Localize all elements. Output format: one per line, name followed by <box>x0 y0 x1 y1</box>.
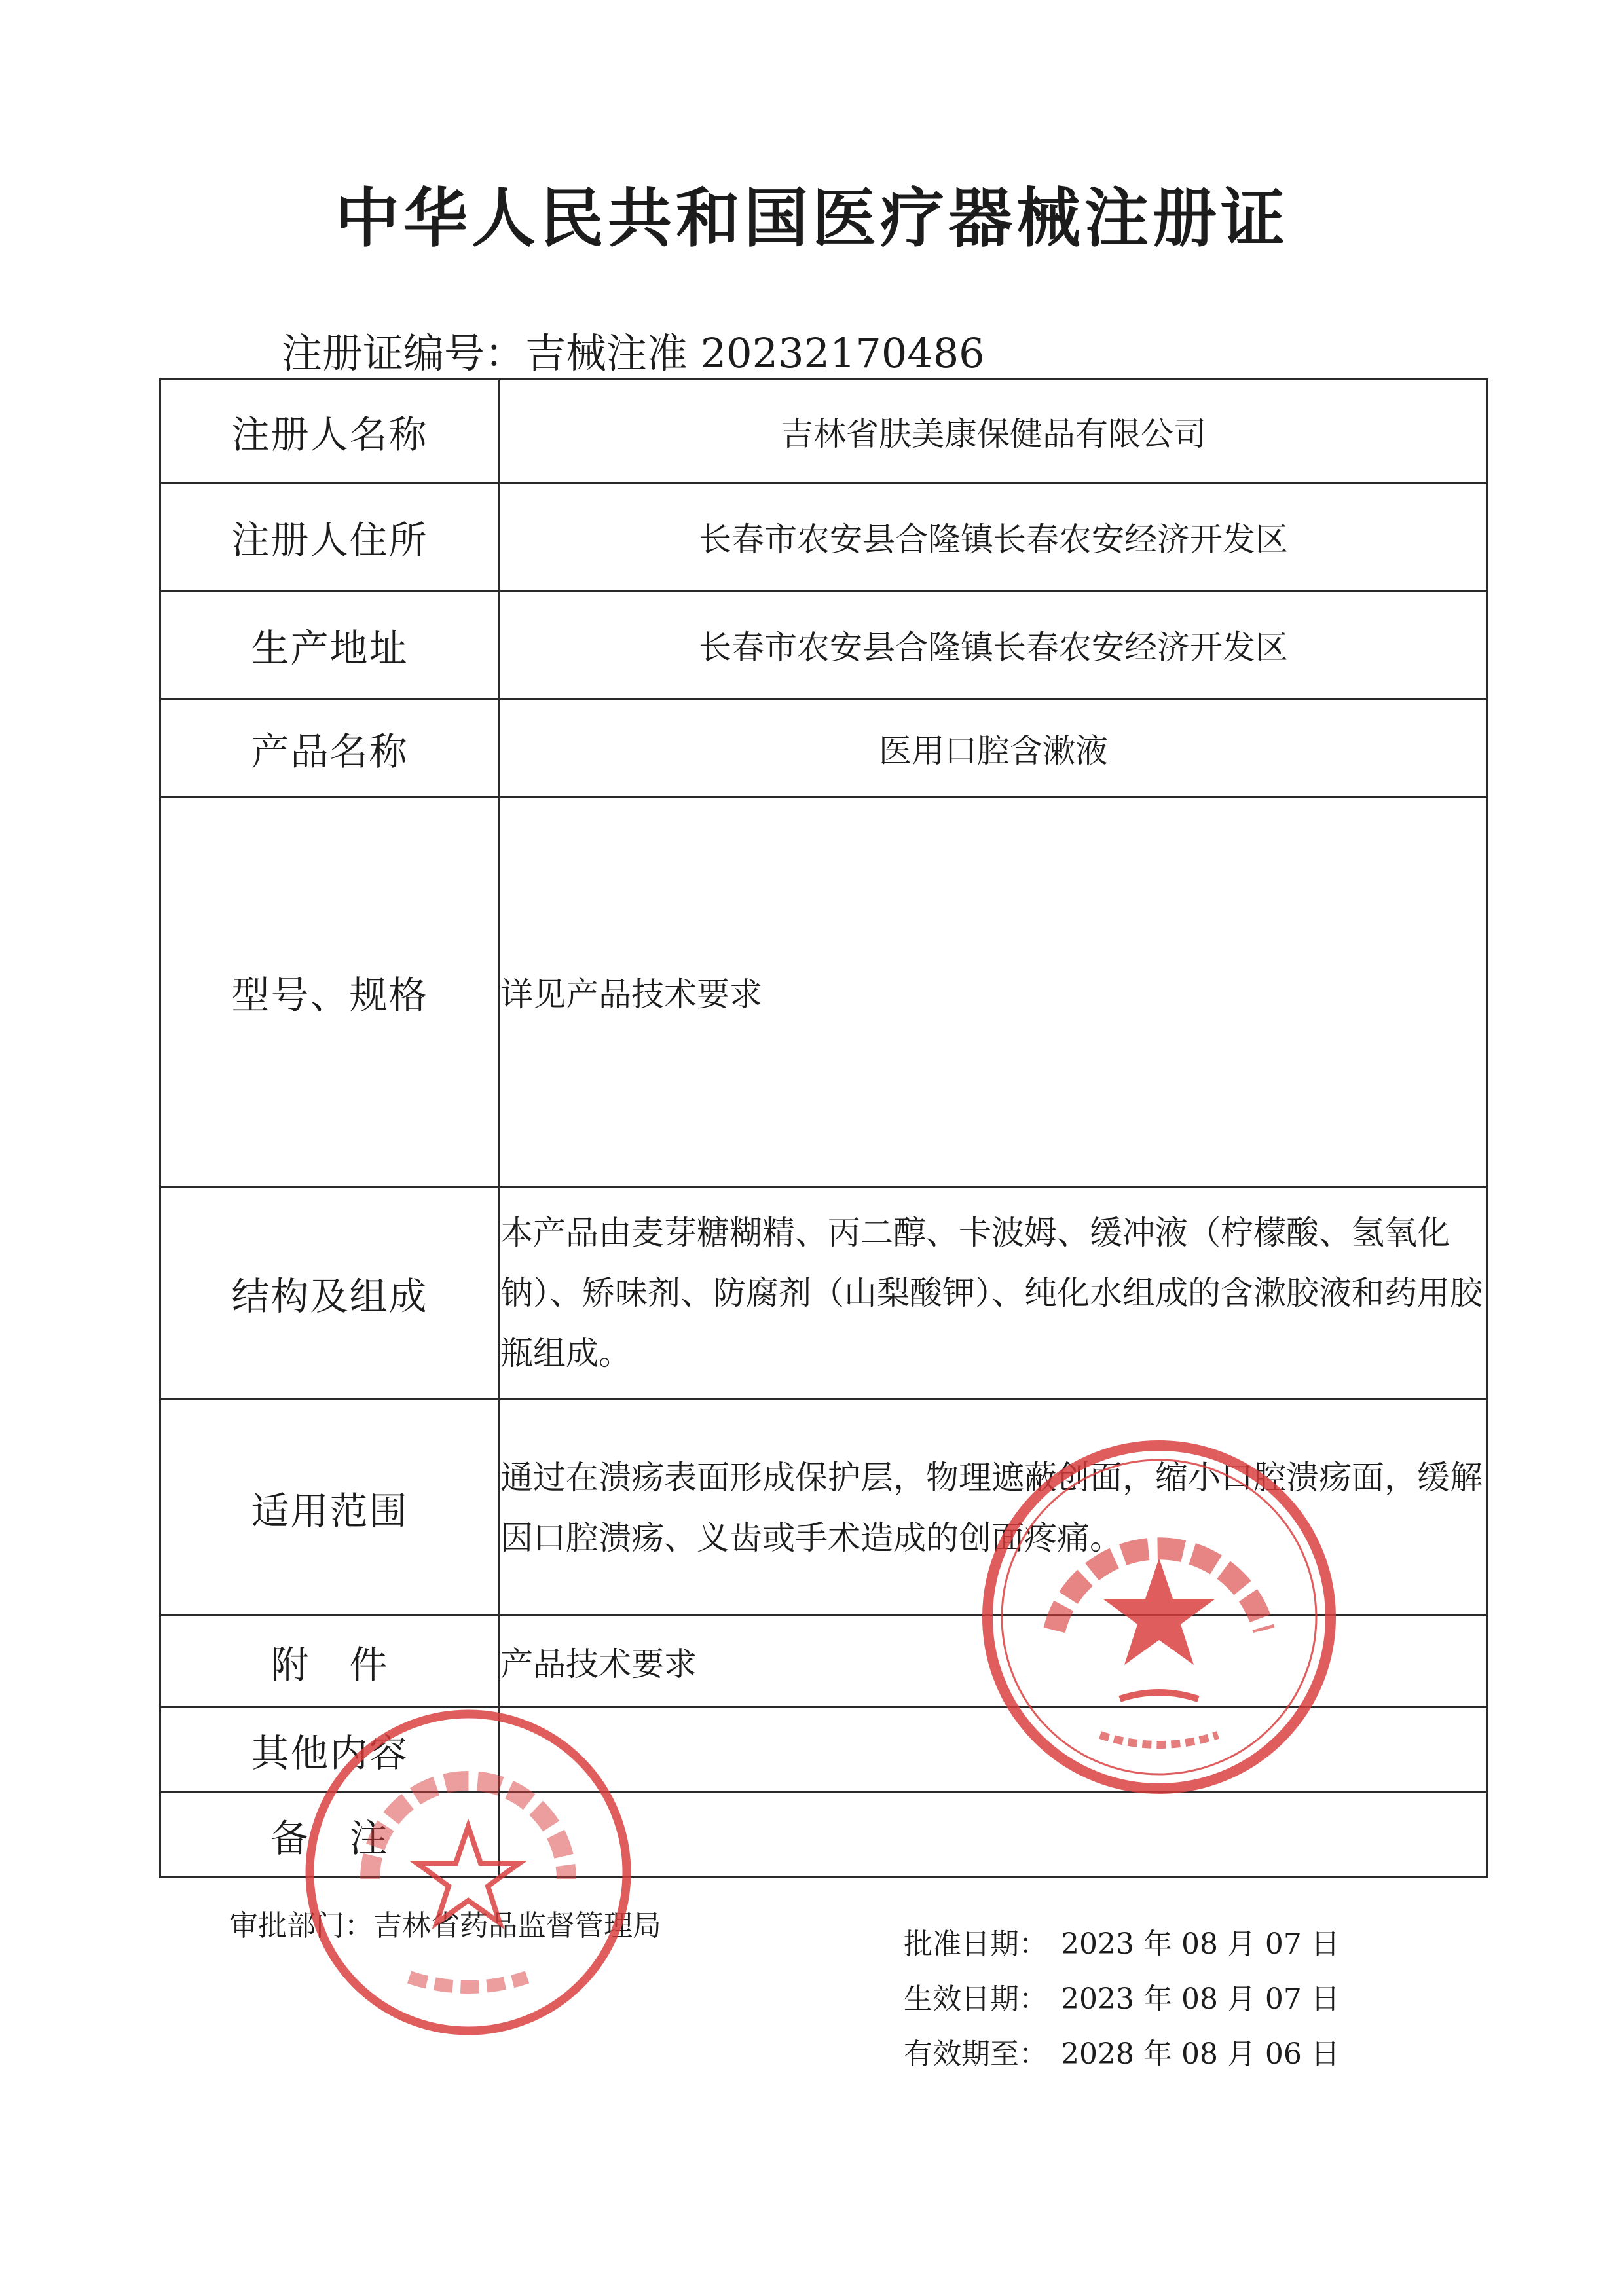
field-value: 详见产品技术要求 <box>500 797 1488 1187</box>
field-label: 附 件 <box>160 1616 500 1707</box>
table-row <box>160 797 1488 1187</box>
table-row <box>160 1187 1488 1400</box>
field-value: 通过在溃疡表面形成保护层，物理遮蔽创面，缩小口腔溃疡面，缓解因口腔溃疡、义齿或手术造成的创面疼痛。 <box>500 1400 1488 1616</box>
table-row <box>160 1400 1488 1616</box>
table-row <box>160 699 1488 797</box>
certificate-title: 中华人民共和国医疗器械注册证 <box>335 181 1289 256</box>
table-row <box>160 380 1488 483</box>
field-label: 注册人名称 <box>160 380 500 483</box>
certificate-table <box>159 378 1488 1878</box>
date-label: 生效日期： <box>904 1982 1048 2016</box>
field-label: 型号、规格 <box>160 797 500 1187</box>
approval-date-row <box>904 1917 1340 1972</box>
table-row <box>160 1793 1488 1878</box>
field-value <box>500 1707 1488 1793</box>
date-label: 有效期至： <box>904 2037 1048 2071</box>
field-value: 医用口腔含漱液 <box>500 699 1488 797</box>
effective-date-row <box>904 1972 1340 2027</box>
table-row <box>160 1707 1488 1793</box>
date-block <box>904 1917 1340 2082</box>
table-row <box>160 591 1488 699</box>
field-label: 生产地址 <box>160 591 500 699</box>
field-value: 吉林省肤美康保健品有限公司 <box>500 380 1488 483</box>
approval-department: 审批部门：吉林省药品监督管理局 <box>229 1909 661 1942</box>
field-label: 注册人住所 <box>160 483 500 591</box>
field-label: 备 注 <box>160 1793 500 1878</box>
field-value <box>500 1793 1488 1878</box>
field-label: 适用范围 <box>160 1400 500 1616</box>
date-value: 2023 年 08 月 07 日 <box>1061 1927 1340 1961</box>
field-value: 长春市农安县合隆镇长春农安经济开发区 <box>500 591 1488 699</box>
field-value: 本产品由麦芽糖糊精、丙二醇、卡波姆、缓冲液（柠檬酸、氢氧化钠）、矫味剂、防腐剂（山梨酸钾）、纯化水组成的含漱胶液和药用胶瓶组成。 <box>500 1187 1488 1400</box>
table-row <box>160 483 1488 591</box>
table-row <box>160 1616 1488 1707</box>
expiry-date-row <box>904 2027 1340 2082</box>
date-label: 批准日期： <box>904 1927 1048 1961</box>
field-value: 长春市农安县合隆镇长春农安经济开发区 <box>500 483 1488 591</box>
date-value: 2028 年 08 月 06 日 <box>1061 2037 1340 2071</box>
date-value: 2023 年 08 月 07 日 <box>1061 1982 1340 2016</box>
field-label: 结构及组成 <box>160 1187 500 1400</box>
registration-number-value: 吉械注准 20232170486 <box>525 329 985 377</box>
field-label: 产品名称 <box>160 699 500 797</box>
field-value: 产品技术要求 <box>500 1616 1488 1707</box>
registration-number-label: 注册证编号： <box>282 329 526 377</box>
registration-number-line <box>282 321 985 379</box>
field-label: 其他内容 <box>160 1707 500 1793</box>
